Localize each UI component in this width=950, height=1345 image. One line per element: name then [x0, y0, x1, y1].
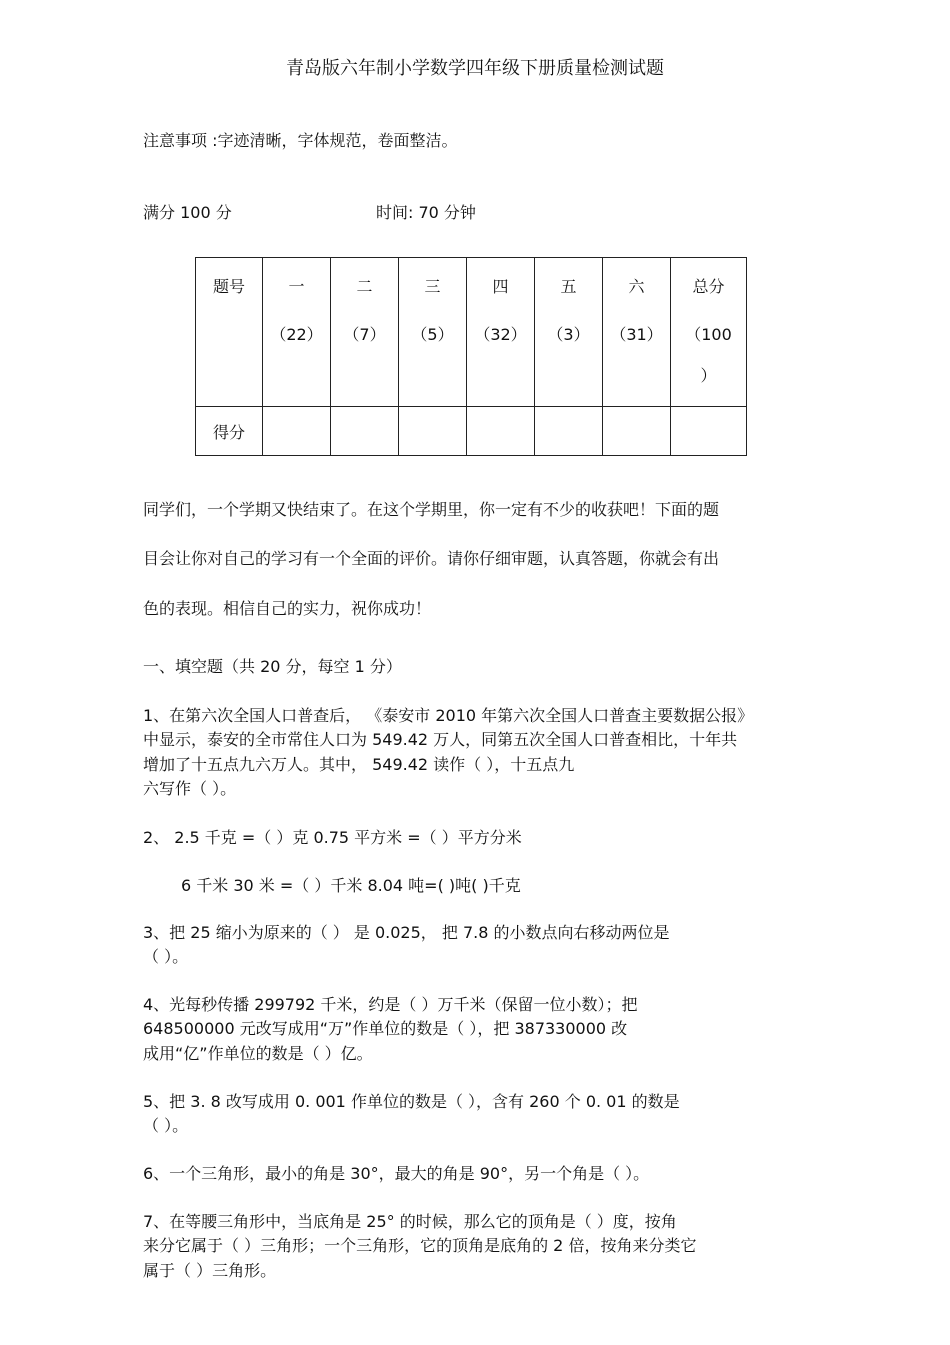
table-column-5: 五 （3）: [535, 258, 603, 407]
q5-line-1: 5、把 3. 8 改写成用 0. 001 作单位的数是（ ），含有 260 个 0. 01 的数是: [143, 1092, 680, 1111]
q3-line-1: 3、把 25 缩小为原来的（ ） 是 0.025， 把 7.8 的小数点向右移动两位是: [143, 923, 670, 942]
score-entry-cell[interactable]: [467, 407, 535, 456]
q2-line-1: 2、 2.5 千克 =（ ）克 0.75 平方米 =（ ）平方分米: [143, 828, 522, 847]
table-column-6: 六 （31）: [603, 258, 671, 407]
full-score-text: 满分 100 分: [143, 203, 232, 222]
q4-line-3: 成用“亿”作单位的数是（ ）亿。: [143, 1044, 373, 1063]
score-table: [195, 257, 747, 456]
q5-line-2: （ ）。: [143, 1116, 189, 1135]
table-header-cell: 题号: [196, 258, 263, 407]
score-table-header-row: [196, 258, 747, 407]
section-heading: 一、填空题（共 20 分，每空 1 分）: [143, 657, 402, 676]
score-label-cell: 得分: [196, 407, 263, 456]
score-entry-cell[interactable]: [263, 407, 331, 456]
score-entry-cell[interactable]: [535, 407, 603, 456]
q7-line-2: 来分它属于（ ）三角形；一个三角形，它的顶角是底角的 2 倍，按角来分类它: [143, 1236, 697, 1255]
score-entry-cell[interactable]: [399, 407, 467, 456]
q4-line-2: 648500000 元改写成用“万”作单位的数是（ ），把 387330000 改: [143, 1019, 628, 1038]
q3-line-2: （ ）。: [143, 947, 189, 966]
table-column-total: 总分 （100 ）: [671, 258, 747, 407]
time-text: 时间: 70 分钟: [376, 203, 476, 222]
table-column-4: 四 （32）: [467, 258, 535, 407]
score-table-score-row: [196, 407, 747, 456]
q1-line-4: 六写作（ ）。: [143, 779, 237, 798]
intro-line-3: 色的表现。相信自己的实力，祝你成功！: [143, 599, 432, 618]
table-column-2: 二 （7）: [331, 258, 399, 407]
q4-line-1: 4、光每秒传播 299792 千米，约是（ ）万千米（保留一位小数）；把: [143, 995, 638, 1014]
table-column-3: 三 （5）: [399, 258, 467, 407]
q1-line-2: 中显示，泰安的全市常住人口为 549.42 万人，同第五次全国人口普查相比，十年共: [143, 730, 738, 749]
score-entry-cell[interactable]: [603, 407, 671, 456]
notice-text: 注意事项 :字迹清晰，字体规范，卷面整洁。: [143, 131, 458, 150]
q2-line-2: 6 千米 30 米 =（ ）千米 8.04 吨=( )吨( )千克: [181, 876, 521, 895]
intro-line-1: 同学们，一个学期又快结束了。在这个学期里，你一定有不少的收获吧！下面的题: [143, 500, 720, 519]
q1-line-1: 1、在第六次全国人口普查后， 《泰安市 2010 年第六次全国人口普查主要数据公报》: [143, 706, 754, 725]
q7-line-3: 属于（ ）三角形。: [143, 1261, 277, 1280]
page-title: 青岛版六年制小学数学四年级下册质量检测试题: [286, 58, 664, 79]
q1-line-3: 增加了十五点九六万人。其中， 549.42 读作（ ），十五点九: [143, 755, 575, 774]
score-entry-cell[interactable]: [671, 407, 747, 456]
q6-line-1: 6、一个三角形，最小的角是 30°，最大的角是 90°，另一个角是（ ）。: [143, 1164, 650, 1183]
table-column-1: 一 （22）: [263, 258, 331, 407]
score-entry-cell[interactable]: [331, 407, 399, 456]
intro-line-2: 目会让你对自己的学习有一个全面的评价。请你仔细审题，认真答题，你就会有出: [143, 549, 720, 568]
q7-line-1: 7、在等腰三角形中，当底角是 25° 的时候，那么它的顶角是（ ）度，按角: [143, 1212, 677, 1231]
